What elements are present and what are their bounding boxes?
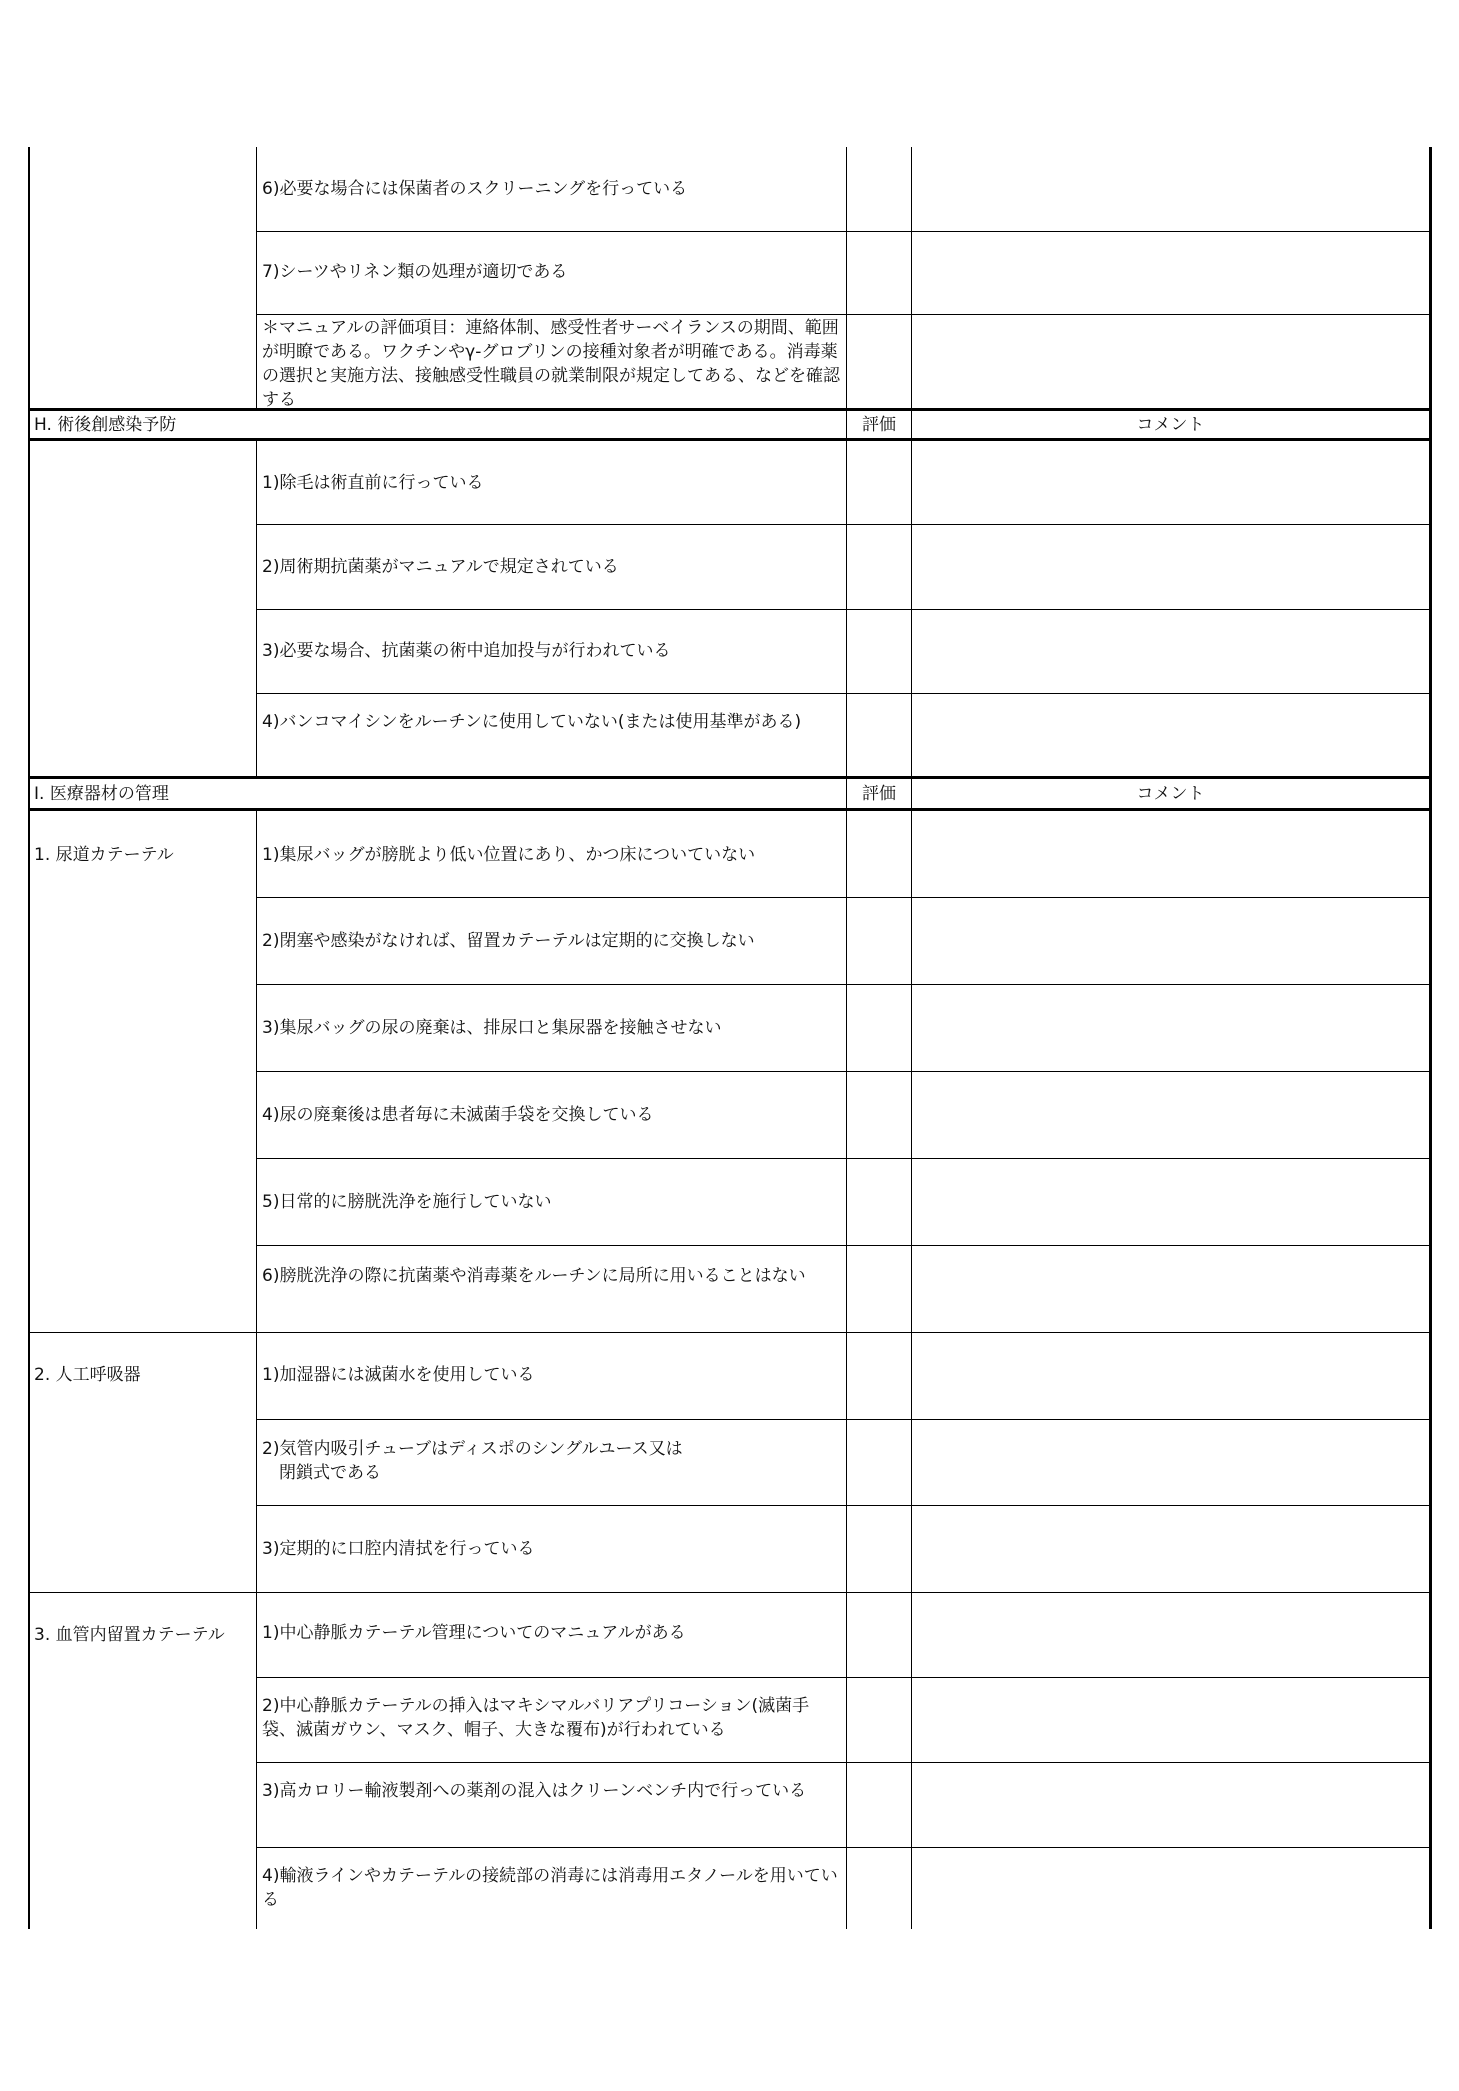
row-divider [256,1071,1431,1072]
checklist-item: 1)加湿器には滅菌水を使用している [262,1365,535,1385]
row-divider [256,693,1431,694]
checklist-item: 5)日常的に膀胱洗浄を施行していない [262,1192,552,1212]
checklist-item: 7)シーツやリネン類の処理が適切である [262,262,568,282]
checklist-item: 3)高カロリー輸液製剤への薬剤の混入はクリーンベンチ内で行っている [262,1781,807,1801]
checklist-table [28,147,1431,1929]
checklist-item: 6)必要な場合には保菌者のスクリーニングを行っている [262,179,688,199]
checklist-item: 6)膀胱洗浄の際に抗菌薬や消毒薬をルーチンに局所に用いることはない [262,1266,806,1286]
checklist-item: 3)定期的に口腔内清拭を行っている [262,1539,535,1559]
checklist-item: 2)閉塞や感染がなければ、留置カテーテルは定期的に交換しない [262,931,755,951]
row-divider [256,1158,1431,1159]
row-divider [256,231,1431,232]
group-divider [28,1592,1431,1593]
row-divider [256,1762,1431,1763]
category-label: 3. 血管内留置カテーテル [34,1625,225,1645]
table-right-border [1429,147,1432,1929]
checklist-item: 4)輸液ラインやカテーテルの接続部の消毒には消毒用エタノールを用いている [262,1866,838,1910]
checklist-item: 3)集尿バッグの尿の廃棄は、排尿口と集尿器を接触させない [262,1018,722,1038]
row-divider [256,1847,1431,1848]
table-left-border [28,147,30,1929]
checklist-item: 3)必要な場合、抗菌薬の術中追加投与が行われている [262,641,671,661]
row-divider [256,1245,1431,1246]
checklist-item: 1)除毛は術直前に行っている [262,473,484,493]
row-divider [256,1505,1431,1506]
evaluation-header: 評価 [862,784,896,804]
evaluation-header: 評価 [862,415,896,435]
checklist-item: 1)中心静脈カテーテル管理についてのマニュアルがある [262,1623,686,1643]
category-label: 1. 尿道カテーテル [34,845,174,865]
checklist-item: 2)中心静脈カテーテルの挿入はマキシマルバリアプリコーション(滅菌手袋、滅菌ガウン、マスク、帽子、大きな覆布)が行われている [262,1696,810,1740]
checklist-item: 4)バンコマイシンをルーチンに使用していない(または使用基準がある) [262,712,802,732]
row-divider [256,314,1431,315]
checklist-item: 4)尿の廃棄後は患者毎に未滅菌手袋を交換している [262,1105,654,1125]
row-divider [256,897,1431,898]
section-title: H. 術後創感染予防 [34,415,177,435]
row-divider [256,984,1431,985]
row-divider [256,1677,1431,1678]
column-divider [911,147,912,409]
manual-evaluation-note: ＊マニュアルの評価項目：連絡体制、感受性者サーベイランスの期間、範囲が明瞭である。ワクチンやγ-グロブリンの接種対象者が明確である。消毒薬の選択と実施方法、接触感受性職員の就業制限が規定してある、などを確認する [262,318,840,408]
comment-header: コメント [1136,784,1205,804]
group-divider [28,1332,1431,1333]
row-divider [256,609,1431,610]
row-divider [256,524,1431,525]
checklist-item: 2)周術期抗菌薬がマニュアルで規定されている [262,557,619,577]
category-label: 2. 人工呼吸器 [34,1365,141,1385]
column-divider [256,147,257,409]
comment-header: コメント [1136,415,1205,435]
column-divider [846,147,847,409]
section-border [28,438,1431,441]
checklist-item: 1)集尿バッグが膀胱より低い位置にあり、かつ床についていない [262,845,756,865]
row-divider [256,1419,1431,1420]
section-title: I. 医療器材の管理 [34,784,169,804]
checklist-item: 2)気管内吸引チューブはディスポのシングルユース又は 閉鎖式である [262,1439,683,1483]
section-border [28,808,1431,811]
